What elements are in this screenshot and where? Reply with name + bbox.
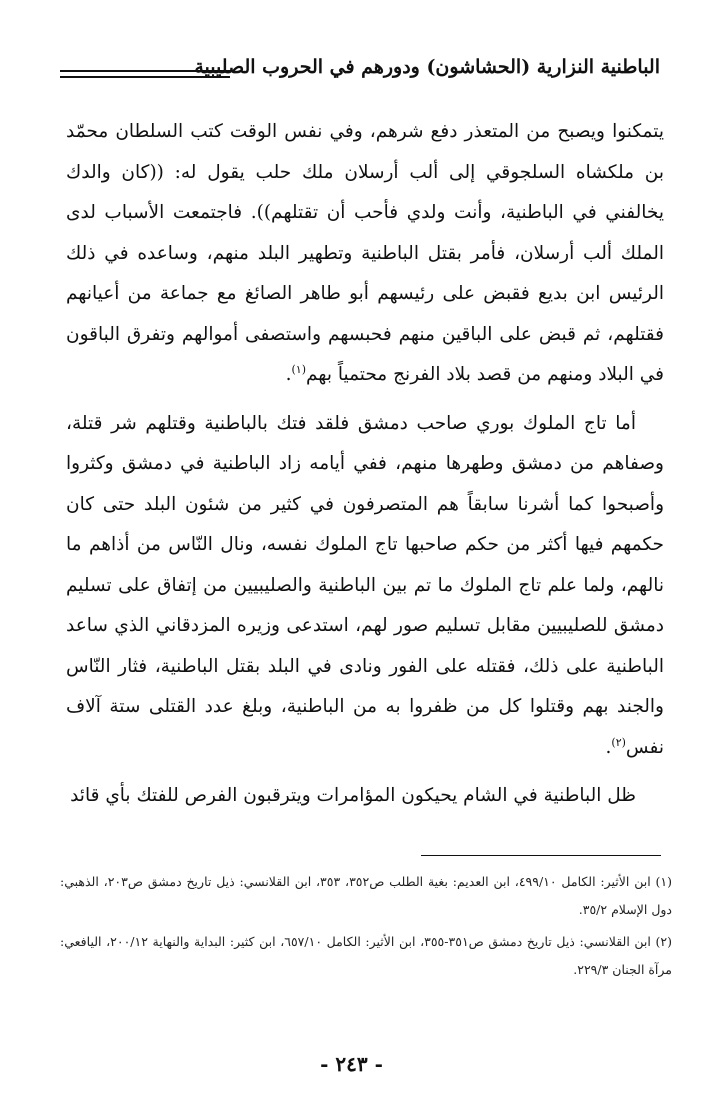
paragraph-1-end: . (285, 364, 292, 385)
paragraph-3-text: ظل الباطنية في الشام يحيكون المؤامرات ويترقبون الفرص للفتك بأي قائد (70, 785, 636, 806)
footnote-separator (421, 855, 661, 856)
paragraph-2 (66, 404, 664, 769)
paragraph-1 (66, 112, 664, 396)
footnote-1: (١) ابن الأثير: الكامل ٤٩٩/١٠، ابن العديم: بغية الطلب ص٣٥٢، ٣٥٣، ابن القلانسي: ذيل تاريخ دمشق ص٢٠٣، الذهبي: دول الإسلام ٣٥/٢. (60, 874, 672, 917)
running-header (60, 52, 660, 92)
footnotes (60, 868, 672, 984)
paragraph-2-text: أما تاج الملوك بوري صاحب دمشق فلقد فتك بالباطنية وقتلهم شر قتلة، وصفاهم من دمشق وطهرها منهم، ففي أيامه زاد الباطنية في دمشق وكثروا وأصبحوا كما أشرنا سابقاً هم المتصرفون في كثير من شئون البلد حتى كان حكمهم فيها أكثر من حكم صاحبها تاج الملوك نفسه، ونال النّاس من أذاهم ما نالهم، ولما علم تاج الملوك ما تم بين الباطنية والصليبيين من إتفاق على تسليم دمشق للصليبيين مقابل تسليم صور لهم، استدعى وزيره المزدقاني الذي ساعد الباطنية على ذلك، فقتله على الفور ونادى في البلد بقتل الباطنية، فثار النّاس والجند بهم وقتلوا كل من ظفروا به من الباطنية، وبلغ عدد القتلى ستة آلاف نفس (66, 412, 664, 758)
footnote-ref-1[interactable]: (١) (291, 362, 306, 376)
running-header-title: الباطنية النزارية (الحشاشون) ودورهم في الحروب الصليبية (194, 56, 660, 78)
paragraph-1-text: يتمكنوا ويصبح من المتعذر دفع شرهم، وفي نفس الوقت كتب السلطان محمّد بن ملكشاه السلجوقي إلى ألب أرسلان ملك حلب يقول له: ((كان والدك يخالفني في الباطنية، وأنت ولدي فأحب أن تقتلهم)). فاجتمعت الأسباب لدى الملك ألب أرسلان، فأمر بقتل الباطنية وتطهير البلد منهم، وساعده في ذلك الرئيس ابن بديع فقبض على رئيسهم أبو طاهر الصائغ مع جماعة من أعيانهم فقتلهم، ثم قبض على الباقين منهم فحبسهم واستصفى أموالهم وتفرق الباقون في البلاد ومنهم من قصد بلاد الفرنج محتمياً بهم (66, 121, 664, 385)
paragraph-3 (66, 776, 664, 817)
paragraph-2-end: . (605, 736, 612, 758)
body-text (66, 112, 664, 817)
page-number: - ٢٤٣ - (320, 1052, 383, 1076)
footnote-ref-2[interactable]: (٢) (611, 735, 626, 749)
footnote-2: (٢) ابن القلانسي: ذيل تاريخ دمشق ص٣٥١-٣٥٥، ابن الأثير: الكامل ٦٥٧/١٠، ابن كثير: البداية والنهاية ٢٠٠/١٢، اليافعي: مرآة الجنان ٢٢٩/٣. (60, 934, 672, 977)
